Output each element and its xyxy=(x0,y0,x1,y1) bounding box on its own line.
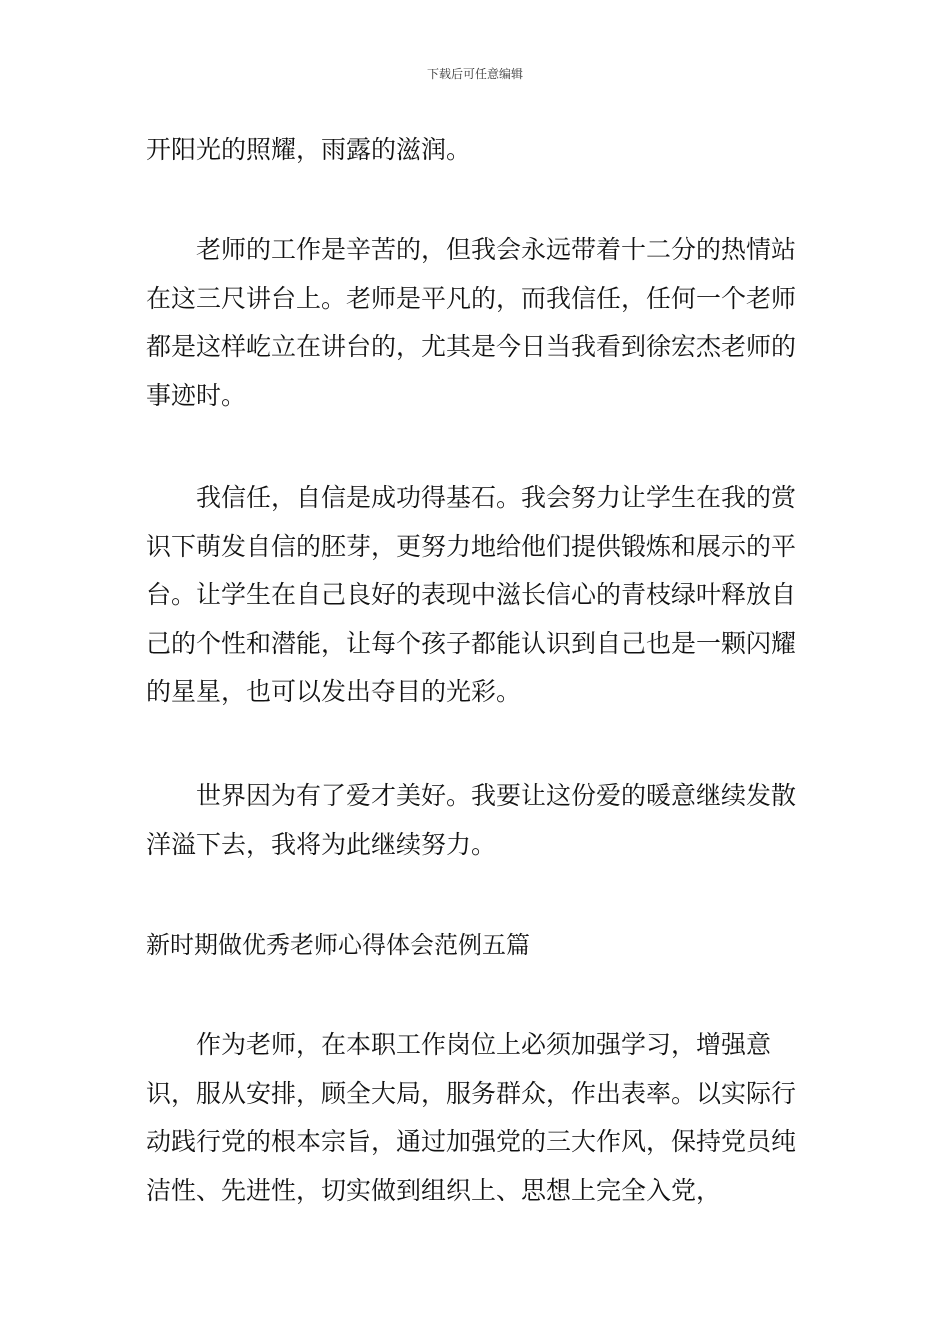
paragraph-text: 作为老师，在本职工作岗位上必须加强学习，增强意识，服从安排，顾全大局，服务群众，作出表率。以实际行动践行党的根本宗旨，通过加强党的三大作风，保持党员纯洁性、先进性，切实做到组织上、思想上完全入党， xyxy=(146,1030,797,1205)
body-paragraph xyxy=(146,474,806,717)
paragraph-text: 老师的工作是辛苦的，但我会永远带着十二分的热情站在这三尺讲台上。老师是平凡的，而我信任，任何一个老师都是这样屹立在讲台的，尤其是今日当我看到徐宏杰老师的事迹时。 xyxy=(146,235,797,410)
body-paragraph xyxy=(146,772,806,869)
body-paragraph xyxy=(146,1021,806,1215)
paragraph-text: 开阳光的照耀，雨露的滋润。 xyxy=(146,135,472,164)
section-title-text: 新时期做优秀老师心得体会范例五篇 xyxy=(146,931,530,959)
body-paragraph-continuation xyxy=(146,126,806,175)
section-title xyxy=(146,921,806,970)
paragraph-text: 世界因为有了爱才美好。我要让这份爱的暖意继续发散洋溢下去，我将为此继续努力。 xyxy=(146,781,797,859)
page-header: 下载后可任意编辑 xyxy=(426,67,523,81)
body-paragraph xyxy=(146,226,806,420)
paragraph-text: 我信任，自信是成功得基石。我会努力让学生在我的赏识下萌发自信的胚芽，更努力地给他们提供锻炼和展示的平台。让学生在自己良好的表现中滋长信心的青枝绿叶释放自己的个性和潜能，让每个孩子都能认识到自己也是一颗闪耀的星星，也可以发出夺目的光彩。 xyxy=(146,483,797,706)
